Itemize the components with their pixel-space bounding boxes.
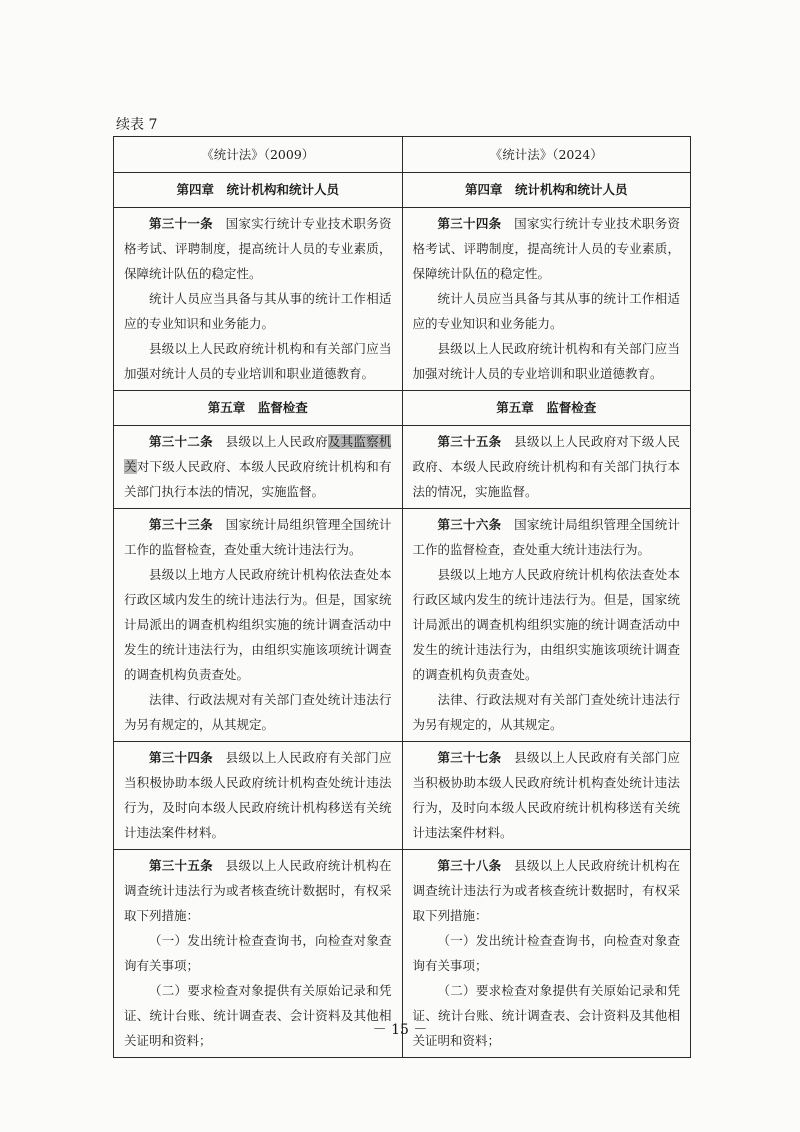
chapter-row: [114, 391, 691, 426]
article-paragraph: [413, 745, 681, 845]
article-paragraph: 法律、行政法规对有关部门查处统计违法行为另有规定的，从其规定。: [412, 692, 680, 732]
cell-right: [402, 426, 691, 509]
article-text: 国家实行统计专业技术职务资格考试、评聘制度，提高统计人员的专业素质，保障统计队伍的稳定性。: [124, 216, 392, 281]
article-paragraph: [124, 512, 392, 562]
article-text: 县级以上人民政府有关部门应当积极协助本级人民政府统计机构查处统计违法行为，及时向本级人民政府统计机构移送有关统计违法案件材料。: [412, 750, 680, 840]
article-number: 第三十七条: [437, 750, 502, 765]
article-text: 国家统计局组织管理全国统计工作的监督检查，查处重大统计违法行为。: [124, 517, 392, 557]
chapter-title-right: 第四章 统计机构和统计人员: [402, 173, 691, 208]
article-paragraph: 统计人员应当具备与其从事的统计工作相适应的专业知识和业务能力。: [124, 291, 392, 331]
chapter-title-left: 第五章 监督检查: [114, 391, 403, 426]
article-paragraph: 县级以上人民政府统计机构和有关部门应当加强对统计人员的专业培训和职业道德教育。: [412, 341, 680, 381]
chapter-title-left: 第四章 统计机构和统计人员: [114, 173, 403, 208]
article-paragraph: （二）要求检查对象提供有关原始记录和凭证、统计台账、统计调查表、会计资料及其他相关证明和资料；: [124, 983, 392, 1048]
article-paragraph: 法律、行政法规对有关部门查处统计违法行为另有规定的，从其规定。: [124, 692, 392, 732]
header-2009: 《统计法》（2009）: [114, 137, 403, 173]
article-number: 第三十三条: [149, 517, 213, 532]
cell-left: [114, 742, 403, 850]
article-paragraph: 县级以上人民政府统计机构和有关部门应当加强对统计人员的专业培训和职业道德教育。: [124, 341, 392, 381]
article-paragraph: [124, 429, 392, 504]
article-paragraph: [413, 429, 681, 504]
cell-right: [402, 208, 691, 391]
article-number: 第三十八条: [437, 858, 502, 873]
article-paragraph: （二）要求检查对象提供有关原始记录和凭证、统计台账、统计调查表、会计资料及其他相关证明和资料；: [412, 983, 680, 1048]
cell-left: [114, 208, 403, 391]
article-paragraph: （一）发出统计检查查询书，向检查对象查询有关事项；: [412, 933, 680, 973]
article-text: 国家统计局组织管理全国统计工作的监督检查，查处重大统计违法行为。: [412, 517, 680, 557]
article-number: 第三十五条: [149, 858, 213, 873]
article-number: 第三十一条: [149, 216, 213, 231]
article-text: 县级以上人民政府有关部门应当积极协助本级人民政府统计机构查处统计违法行为，及时向本级人民政府统计机构移送有关统计违法案件材料。: [124, 750, 392, 840]
table-row: [114, 742, 691, 850]
cell-right: [402, 742, 691, 850]
cell-right: [402, 509, 691, 742]
comparison-table: [113, 136, 691, 1058]
article-paragraph: [413, 853, 681, 928]
table-caption: 续表 7: [116, 117, 158, 133]
cell-left: [114, 426, 403, 509]
table-header-row: [114, 137, 691, 173]
highlighted-text: 及其监察机关: [124, 434, 392, 474]
article-text: 对下级人民政府、本级人民政府统计机构和有关部门执行本法的情况，实施监督。: [124, 459, 392, 499]
table-row: [114, 509, 691, 742]
article-paragraph: 县级以上地方人民政府统计机构依法查处本行政区域内发生的统计违法行为。但是，国家统计局派出的调查机构组织实施的统计调查活动中发生的统计违法行为，由组织实施该项统计调查的调查机构负责查处。: [124, 567, 392, 682]
article-number: 第三十六条: [437, 517, 502, 532]
article-number: 第三十四条: [437, 216, 502, 231]
article-paragraph: [413, 512, 681, 562]
article-paragraph: [124, 745, 392, 845]
page-number: － 15 －: [372, 1022, 428, 1038]
article-paragraph: [124, 853, 392, 928]
article-paragraph: 县级以上地方人民政府统计机构依法查处本行政区域内发生的统计违法行为。但是，国家统计局派出的调查机构组织实施的统计调查活动中发生的统计违法行为，由组织实施该项统计调查的调查机构负责查处。: [412, 567, 680, 682]
article-text: 县级以上人民政府: [212, 434, 328, 449]
article-text: 国家实行统计专业技术职务资格考试、评聘制度，提高统计人员的专业素质，保障统计队伍的稳定性。: [412, 216, 680, 281]
article-paragraph: [124, 211, 392, 286]
article-number: 第三十四条: [149, 750, 213, 765]
table-row: [114, 426, 691, 509]
article-paragraph: [413, 211, 681, 286]
article-paragraph: （一）发出统计检查查询书，向检查对象查询有关事项；: [124, 933, 392, 973]
article-paragraph: 统计人员应当具备与其从事的统计工作相适应的专业知识和业务能力。: [412, 291, 680, 331]
article-number: 第三十二条: [149, 434, 213, 449]
chapter-row: [114, 173, 691, 208]
article-text: 县级以上人民政府对下级人民政府、本级人民政府统计机构和有关部门执行本法的情况，实施监督。: [412, 434, 680, 499]
article-text: 县级以上人民政府统计机构在调查统计违法行为或者核查统计数据时，有权采取下列措施：: [124, 858, 392, 923]
chapter-title-right: 第五章 监督检查: [402, 391, 691, 426]
table-row: [114, 208, 691, 391]
cell-left: [114, 509, 403, 742]
header-2024: 《统计法》（2024）: [402, 137, 691, 173]
article-number: 第三十五条: [437, 434, 502, 449]
article-text: 县级以上人民政府统计机构在调查统计违法行为或者核查统计数据时，有权采取下列措施：: [412, 858, 680, 923]
